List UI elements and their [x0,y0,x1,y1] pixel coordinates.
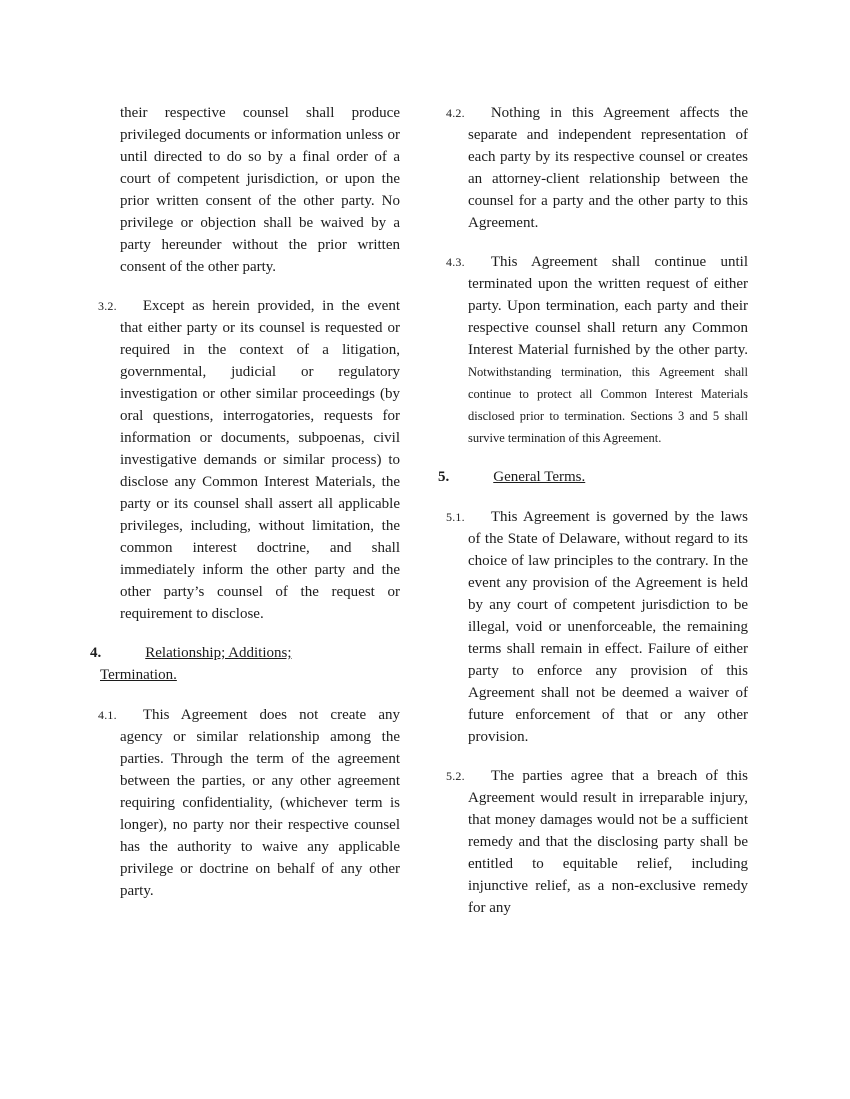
left-column [90,102,400,936]
paragraph-number: 4.3. [446,255,465,269]
paragraph-number: 4.1. [98,708,117,722]
paragraph-number: 4.2. [446,106,465,120]
paragraph-text: Except as herein provided, in the event that either party or its counsel is requested or required in the context of a litigation, governmental, judicial or regulatory investigation or other similar proceedings (by oral questions, interrogatories, requests for information or documents, subpoenas, civil investigative demands or similar process) to disclose any Common Interest Materials, the party or its counsel shall assert all applicable privileges, including, without limitation, the common interest doctrine, and shall immediately inform the other party and the other party’s counsel of the request or requirement to disclose. [120,298,400,622]
section-number: 4. [90,645,102,661]
right-column [438,102,748,936]
paragraph-4-3 [446,251,748,449]
paragraph-text: Nothing in this Agreement affects the separate and independent representation of each party by its respective counsel or creates an attorney-client relationship between the counsel for a party and the other party to this Agreement. [468,105,748,231]
section-number: 5. [438,469,450,485]
paragraph-small-note: Notwithstanding termination, this Agreement shall continue to protect all Common Interest Materials disclosed prior to termination. Sections 3 and 5 shall survive termination of this Agreement. [468,365,748,445]
paragraph-text: their respective counsel shall produce privileged documents or information unless or until directed to do so by a final order of a court of competent jurisdiction, or upon the prior written consent of the other party. No privilege or objection shall be waived by a party hereunder without the prior written consent of the other party. [120,105,400,275]
paragraph-number: 3.2. [98,299,117,313]
paragraph-number: 5.1. [446,510,465,524]
paragraph-4-2 [446,102,748,234]
paragraph-continuation [120,102,400,278]
section-heading-4 [90,642,400,686]
section-title: Relationship; Additions; [145,645,292,661]
paragraph-text: The parties agree that a breach of this Agreement would result in irreparable injury, that money damages would not be a sufficient remedy and that the disclosing party shall be entitled to equitable relief, including injunctive relief, as a non-exclusive remedy for any [468,768,748,916]
paragraph-4-1 [98,704,400,902]
two-column-layout [90,102,750,936]
section-heading-5 [438,466,748,488]
section-title-line2: Termination. [100,667,177,683]
paragraph-5-2 [446,765,748,919]
paragraph-number: 5.2. [446,769,465,783]
section-title: General Terms. [493,469,586,485]
paragraph-text: This Agreement does not create any agency or similar relationship among the parties. Through the term of the agreement between the parties, or any other agreement requiring confidentiality, (whichever term is longer), no party nor their respective counsel has the authority to waive any applicable privilege or doctrine on behalf of any other party. [120,707,400,899]
paragraph-text: This Agreement is governed by the laws of the State of Delaware, without regard to its choice of law principles to the contrary. In the event any provision of the Agreement is held by any court of competent jurisdiction to be illegal, void or unenforceable, the remaining terms shall remain in effect. Failure of either party to enforce any provision of this Agreement shall not be deemed a waiver of future enforcement of that or any other provision. [468,509,748,745]
paragraph-text: This Agreement shall continue until terminated upon the written request of either party. Upon termination, each party and their respective counsel shall return any Common Interest Material furnished by the other party. [468,254,748,358]
paragraph-3-2 [98,295,400,625]
paragraph-5-1 [446,506,748,748]
